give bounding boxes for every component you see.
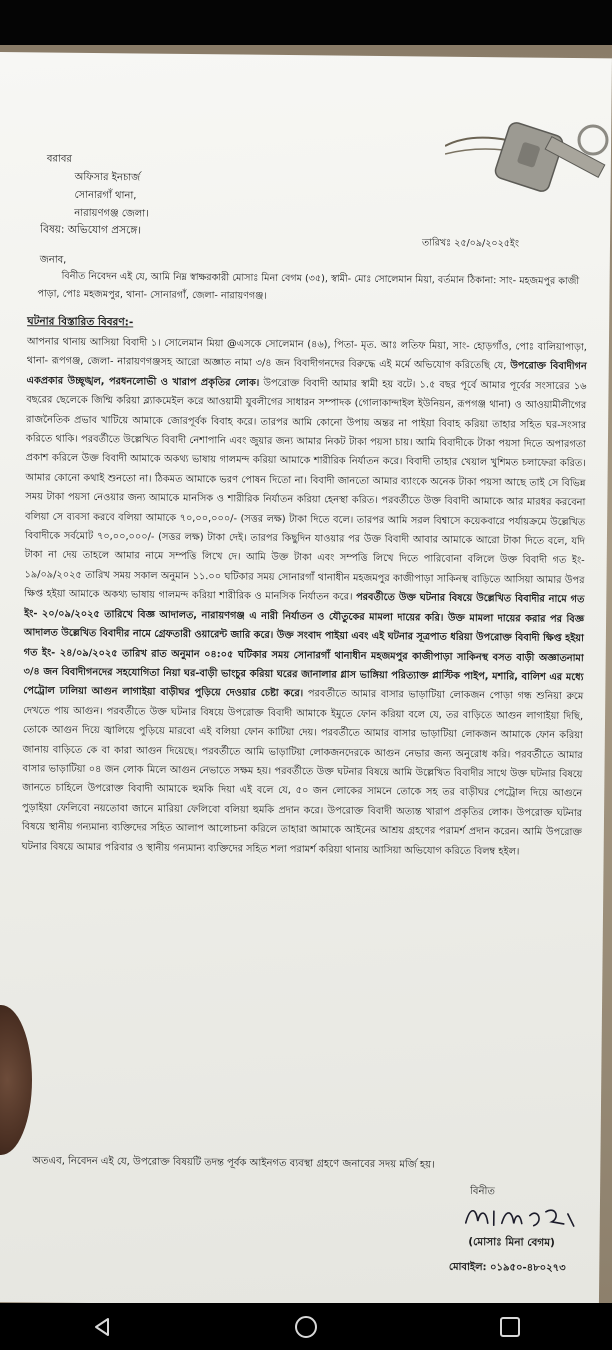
recipient-line: অফিসার ইনচার্জ [74, 171, 141, 184]
back-icon[interactable] [72, 1307, 132, 1347]
signature-block [449, 1184, 590, 1278]
top-black-bar [0, 0, 612, 45]
document-paper [0, 52, 612, 1308]
body-segment-bold: পরবর্তীতে উক্ত ঘটনার বিষয়ে উল্লেখিত বিবাদীর নামে গত ইং- ২০/০৯/২০২৫ তারিখে বিজ্ঞ আদালত, নারায়ণগঞ্জ এ নারী নির্যাতন ও যৌতুকের মামলা দায়ের করি। উক্ত মামলা দায়ের করার পর বিজ্ঞ আদালত উল্লেখিত বিবাদীর নামে গ্রেফতারী ওয়ারেন্ট জারি করে। উক্ত সংবাদ পাইয়া এবং এই ঘটনার সূত্রপাত ধরিয়া উপরোক্ত বিবাদী ক্ষিপ্ত হইয়া গত ইং- ২৪/০৯/২০২৫ তারিখ রাত অনুমান ০৪:০৫ ঘটিকার সময় সোনারগাঁ থানাধীন মহজমপুর কাজীপাড়া সাকিনস্থ বসত বাড়ী অজ্ঞাতনামা ৩/৪ জন বিবাদীগনদের সহযোগিতা নিয়া ঘর-বাড়ী ভাংচুর করিয়া ঘরের জানালার গ্লাস ভাঙ্গিয়া পরিত্যাক্ত প্লাস্টিক পাইপ, মশারি, বালিশ এর মধ্যে পেট্রোল ঢালিয়া আগুন লাগাইয়া বাড়ীঘর পুড়িয়ে দেওয়ার চেষ্টা করে। [23, 592, 585, 700]
section-title: ঘটনার বিস্তারিত বিবরণ:- [27, 315, 134, 329]
recipient-line: নারায়ণগঞ্জ জেলা। [74, 207, 149, 220]
mobile-number: মোবাইল: ০১৯৫০-৪৮০২৭৩ [448, 1261, 566, 1274]
signer-name: (মোসাঃ মিনা বেগম) [468, 1235, 555, 1249]
complaint-letter [0, 52, 612, 1308]
handwritten-signature [450, 1201, 590, 1234]
recipient-line: বরাবর [46, 153, 72, 165]
closing-paragraph: অতএব, নিবেদন এই যে, উপরোক্ত বিষয়টি তদন্ত পূর্বক আইনগত ব্যবস্থা গ্রহণে জনাবের সদয় মর্জি হয়। [32, 1155, 435, 1171]
letter-date: তারিখঃ ২৫/০৯/২০২৫ইং [421, 237, 520, 250]
intro-paragraph: বিনীত নিবেদন এই যে, আমি নিম্ন স্বাক্ষরকারী মোসাঃ মিনা বেগম (৩৫), স্বামী- মোঃ সোলেমান মিয়া, বর্তমান ঠিকানা: সাং- মহজমপুর কাজী পাড়া, পোঃ মহজমপুর, থানা- সোনারগাঁ, জেলা- নারায়ণগঞ্জ। [37, 270, 580, 302]
body-segment: উপরোক্ত বিবাদী আমার স্বামী হয় বটে। ১.৫ বছর পূর্বে আমার পূর্বের সংসারের ১৬ বছরের ছেলেকে জিম্মি করিয়া ব্ল্যাকমেইল করে আওয়ামী যুবলীগের সাধারন সম্পাদক (গোলাকান্দাইল ইউনিয়ন, রূপগঞ্জ থানা) ও আওয়ামীলীগের রাজনৈতিক প্রভাব খাটিয়ে আমাকে জোরপূর্বক বিবাহ করে। তারপর আমি কোনো উপায় অন্তর না পাইয়া বিবাহ করিয়া তাহার সহিত ঘর-সংসার করিতে থাকি। পরবর্তীতে উল্লেখিত বিবাদী নেশাপানি এবং জুয়ার জন্য আমার নিকট টাকা পয়সা চায়। আমি বিবাদীকে টাকা পয়সা দিতে অপারগতা প্রকাশ করিলে উক্ত বিবাদী আমাকে অকথ্য ভাষায় গালমন্দ করিয়া আমাকে শারীরিক নির্যাতন করে। বিবাদী তাহার খেয়াল খুশিমত চলাফেরা করিত। আমার কোনো কথাই শুনতো না। ঠিকমত আমাকে ভরণ পোষন দিতো না। বিবাদী জানতো আমার ব্যাংকে অনেক টাকা পয়সা আছে তাই সে বিভিন্ন সময় টাকা পয়সা নেওয়ার জন্য আমাকে মানসিক ও শারীরিক নির্যাতন করিয়া হেনস্থা করিত। পরবর্তীতে উক্ত বিবাদী আমাকে আর মারধর করবেনা বলিয়া সে ব্যবসা করবে বলিয়া আমাকে ৭০,০০,০০০/- (সত্তর লক্ষ) টাকা দিতে বলে। তারপর আমি সরল বিশ্বাসে কয়েকবারে পর্যায়ক্রমে উল্লেখিত বিবাদীকে সর্বমোট ৭০,০০,০০০/- (সত্তর লক্ষ) টাকা দেই। তারপর কিছুদিন যাওয়ার পর উক্ত বিবাদী আবার আমাকে আরো টাকা দিতে বলে, যদি টাকা না দেয় তাহলে আমার নামে সম্পত্তি লিখে দে। আমি উক্ত টাকা এবং সম্পত্তি লিখে দিতে পারিবোনা বলিলে উক্ত বিবাদী গত ইং- ১৯/০৯/২০২৫ তারিখ সময় সকাল অনুমান ১১.০০ ঘটিকার সময় সোনারগাঁ থানাধীন মহজমপুর কাজীপাড়া সাকিনস্থ বাড়িতে আসিয়া আমার উপর ক্ষিপ্ত হইয়া আমাকে অকথ্য ভাষায় গালমন্দ করিয়া শারীরিক ও মানসিক নির্যাতন করে। [24, 377, 587, 604]
android-nav-bar [0, 1303, 612, 1350]
recents-icon[interactable] [480, 1307, 540, 1347]
recipient-block [46, 150, 149, 223]
body-segment: আপনার থানায় আসিয়া বিবাদী ১। সোলেমান মিয়া @এসকে সোলেমান (৪৬), পিতা- মৃত. আঃ লতিফ মিয়া, সাং- হোড়গাঁও, পোঃ বালিয়াপাড়া, থানা- রূপগঞ্জ, জেলা- নারায়ণগঞ্জসহ আরো অজ্ঞাত নামা ৩/৪ জন বিবাদীগনদের বিরুদ্ধে এই মর্মে অভিযোগ করিতেছি যে, [26, 336, 587, 372]
letter-subject: বিষয়: অভিযোগ প্রসঙ্গে। [40, 223, 142, 237]
respectfully-label: বিনীত [470, 1185, 495, 1198]
recipient-line: সোনারগাঁ থানা, [74, 189, 137, 202]
body-segment-bold: উপরোক্ত বিবাদীগন একপ্রকার উচ্ছৃঙ্খল, পরধনলোভী ও খারাপ প্রকৃতির লোক। [26, 360, 587, 389]
body-segment: পরবর্তীতে আমার বাসার ভাড়াটিয়া লোকজন পোড়া গন্ধ শুনিয়া রুমে দেখতে পায় আগুন। পরবর্তীতে উক্ত ঘটনার বিষয়ে উপরোক্ত বিবাদী আমাকে ইমুতে ফোন করিয়া বলে যে, তর বাড়িতে আগুন লাগাইয়া দিছি, তোকে আগুন দিয়ে জ্বালিয়ে পুড়িয়ে মারবো এই বলিয়া ফোন কাটিয়া দেয়। পরবর্তীতে আমার বাসার ভাড়াটিয়া লোকজন আমাকে ফোন করিয়া জানায় বাড়িতে কে বা কারা আগুন দিয়েছে। পরবর্তীতে আমি ভাড়াটিয়া লোকজনদেরকে আগুন নেভার জন্য অনুরোধ করি। পরবর্তীতে আমার বাসার ভাড়াটিয়া ০৪ জন লোক মিলে আগুন নেভাতে সক্ষম হয়। পরবর্তীতে উক্ত ঘটনার বিষয়ে আমি উল্লেখিত বিবাদীর সাথে উক্ত ঘটনার বিষয়ে জানতে চাহিলে উপরোক্ত বিবাদী আমাকে হুমকি দিয়া এই বলে যে, ৫০ জন লোকের সামনে তোকে সহ তর বাড়ীঘর পেট্রোল দিয়ে আগুনে পুড়াইয়া ফেলিবো নয়তোবা জানে মারিয়া ফেলিবো বলিয়া হুমকি প্রদান করে। উপরোক্ত বিবাদী অত্যন্ত খারাপ প্রকৃতির লোক। উপরোক্ত ঘটনার বিষয়ে স্থানীয় গন্যমান্য ব্যক্তিদের সহিত আলাপ আলোচনা করিলে তাহারা আমাকে আইনের আশ্রয় গ্রহণের পরামর্শ প্রদান করেন। আমি উপরোক্ত ঘটনার বিষয়ে আমার পরিবার ও স্থানীয় গন্যমান্য ব্যক্তিদের সহিত শলা পরামর্শ করিয়া থানায় আসিয়া অভিযোগ করিতে বিলম্ব হইল। [21, 688, 584, 858]
home-icon[interactable] [276, 1307, 336, 1347]
incident-details [22, 332, 587, 862]
salutation: জনাব, [39, 254, 67, 266]
keys-object [445, 120, 612, 230]
